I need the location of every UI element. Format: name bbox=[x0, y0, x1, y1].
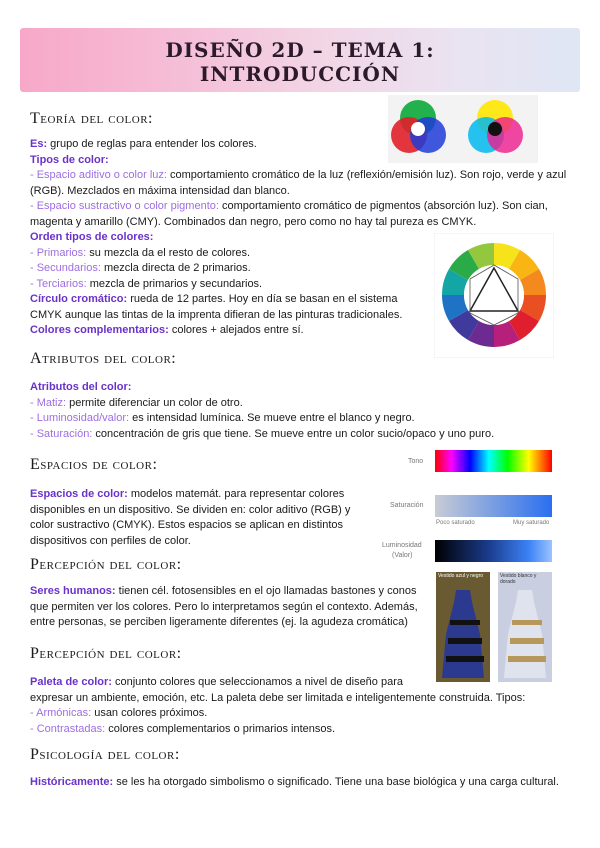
primarios-text: su mezcla da el resto de colores. bbox=[86, 246, 251, 259]
heading-teoria: Teoría del color: bbox=[30, 110, 153, 127]
heading-percepcion-1: Percepción del color: bbox=[30, 556, 182, 573]
terciarios-text: mezcla de primarios y secundarios. bbox=[86, 277, 263, 290]
label-valor: (Valor) bbox=[392, 552, 413, 559]
seres-humanos-text-2: que permiten ver los colores. Pero lo interpretamos según el contexto. Además, bbox=[30, 600, 418, 613]
circulo-text: rueda de 12 partes. Hoy en día se basan en el sistema bbox=[127, 293, 398, 305]
title-line-1: DISEÑO 2D – TEMA 1: bbox=[165, 38, 435, 62]
espacios-body bbox=[30, 487, 350, 549]
saturation-bar bbox=[435, 495, 552, 517]
label-muy-saturado: Muy saturado bbox=[513, 520, 550, 526]
title-banner bbox=[20, 28, 580, 92]
seres-humanos-key: Seres humanos: bbox=[30, 585, 116, 597]
saturacion-text: concentración de gris que tiene. Se mueve entre un color sucio/opaco y uno puro. bbox=[92, 427, 495, 440]
title-line-2: INTRODUCCIÓN bbox=[199, 62, 401, 86]
es-key: Es: bbox=[30, 138, 48, 150]
sustractivo-text-2: magenta y amarillo (CMY). Combinados dan negro, pero como no hay tal pureza es CMYK. bbox=[30, 215, 477, 228]
terciarios-key: - Terciarios: bbox=[30, 277, 87, 290]
paleta-text-2: expresar un ambiente, emoción, etc. La paleta debe ser limitada e inteligentemente construida. Tipos: bbox=[30, 691, 526, 704]
espacios-key: Espacios de color: bbox=[30, 488, 128, 500]
sustractivo-key: - Espacio sustractivo o color pigmento: bbox=[30, 200, 219, 212]
heading-atributos: Atributos del color: bbox=[30, 350, 177, 367]
luminosity-bar bbox=[435, 540, 552, 562]
aditivo-key: - Espacio aditivo o color luz: bbox=[30, 169, 167, 181]
heading-psicologia: Psicología del color: bbox=[30, 746, 180, 763]
heading-percepcion-2: Percepción del color: bbox=[30, 645, 182, 662]
label-dress-right: Vestido blanco y dorado bbox=[500, 573, 537, 585]
primarios-key: - Primarios: bbox=[30, 246, 87, 259]
rgb-cmy-circles-image bbox=[388, 95, 538, 163]
atributos-key: Atributos del color: bbox=[30, 381, 132, 393]
percepcion-1-body bbox=[30, 584, 418, 631]
seres-humanos-text-1: tienen cél. fotosensibles en el ojo llamadas bastones y conos bbox=[115, 585, 417, 597]
label-luminosidad: Luminosidad bbox=[382, 542, 422, 549]
contrastadas-text: colores complementarios o primarios intensos. bbox=[105, 722, 336, 735]
dress-blue-black-image bbox=[436, 572, 490, 682]
color-wheel-image bbox=[434, 233, 554, 358]
espacios-text-1: modelos matemát. para representar colores bbox=[127, 488, 345, 500]
espacios-text-2: disponibles en un dispositivo. Se dividen en: color aditivo (RGB) y bbox=[30, 503, 351, 516]
armonicas-key: - Armónicas: bbox=[30, 707, 92, 719]
complementarios-text: colores + alejados entre sí. bbox=[168, 324, 304, 336]
luminosidad-text: es intensidad lumínica. Se mueve entre el blanco y negro. bbox=[129, 412, 415, 424]
espacios-text-3: color sustractivo (CMYK). Estos espacios se aplican en distintos bbox=[30, 519, 344, 531]
label-tono: Tono bbox=[408, 458, 424, 465]
historicamente-key: Históricamente: bbox=[30, 776, 114, 788]
circulo-key: Círculo cromático: bbox=[30, 293, 128, 305]
atributos-body bbox=[30, 380, 494, 442]
hue-bar bbox=[435, 450, 552, 472]
espacios-text-4: dispositivos con perfiles de color. bbox=[30, 534, 191, 547]
aditivo-text-2: (RGB). Mezclados en máxima intensidad dan blanco. bbox=[30, 184, 290, 197]
secundarios-text: mezcla directa de 2 primarios. bbox=[100, 262, 251, 274]
contrastadas-key: - Contrastadas: bbox=[30, 722, 106, 735]
paleta-text-1: conjunto colores que seleccionamos a nivel de diseño para bbox=[111, 676, 403, 688]
luminosidad-key: - Luminosidad/valor: bbox=[30, 412, 130, 424]
dress-white-gold-image bbox=[498, 572, 552, 682]
seres-humanos-text-3: entre personas, se perciben ligeramente diferentes (ej. la agudeza cromática) bbox=[30, 616, 408, 628]
heading-espacios: Espacios de color: bbox=[30, 456, 158, 473]
percepcion-2-body bbox=[30, 675, 525, 737]
saturacion-key: - Saturación: bbox=[30, 427, 93, 440]
matiz-text: permite diferenciar un color de otro. bbox=[66, 396, 243, 409]
dress-right-icon bbox=[498, 572, 552, 682]
armonicas-text: usan colores próximos. bbox=[91, 707, 208, 719]
historicamente-text: se les ha otorgado simbolismo o significado. Tiene una base biológica y una carga cultural. bbox=[113, 776, 559, 788]
circulo-text-2: CMYK aunque las tintas de la imprenta difieran de las pinturas tradicionales. bbox=[30, 308, 403, 321]
psicologia-body bbox=[30, 775, 559, 791]
label-saturacion: Saturación bbox=[390, 502, 424, 509]
aditivo-text: comportamiento cromático de la luz (reflexión/emisión luz). Son rojo, verde y azul bbox=[166, 169, 567, 181]
paleta-key: Paleta de color: bbox=[30, 676, 112, 688]
sustractivo-text: comportamiento cromático de pigmentos (absorción luz). Son cian, bbox=[218, 200, 548, 212]
secundarios-key: - Secundarios: bbox=[30, 262, 101, 274]
dress-left-icon bbox=[436, 572, 490, 682]
label-poco-saturado: Poco saturado bbox=[436, 520, 475, 526]
label-dress-left: Vestido azul y negro bbox=[438, 573, 484, 579]
tipos-key: Tipos de color: bbox=[30, 153, 109, 166]
complementarios-key: Colores complementarios: bbox=[30, 324, 169, 336]
orden-key: Orden tipos de colores: bbox=[30, 231, 154, 243]
es-text: grupo de reglas para entender los colores. bbox=[47, 138, 257, 150]
matiz-key: - Matiz: bbox=[30, 396, 67, 409]
